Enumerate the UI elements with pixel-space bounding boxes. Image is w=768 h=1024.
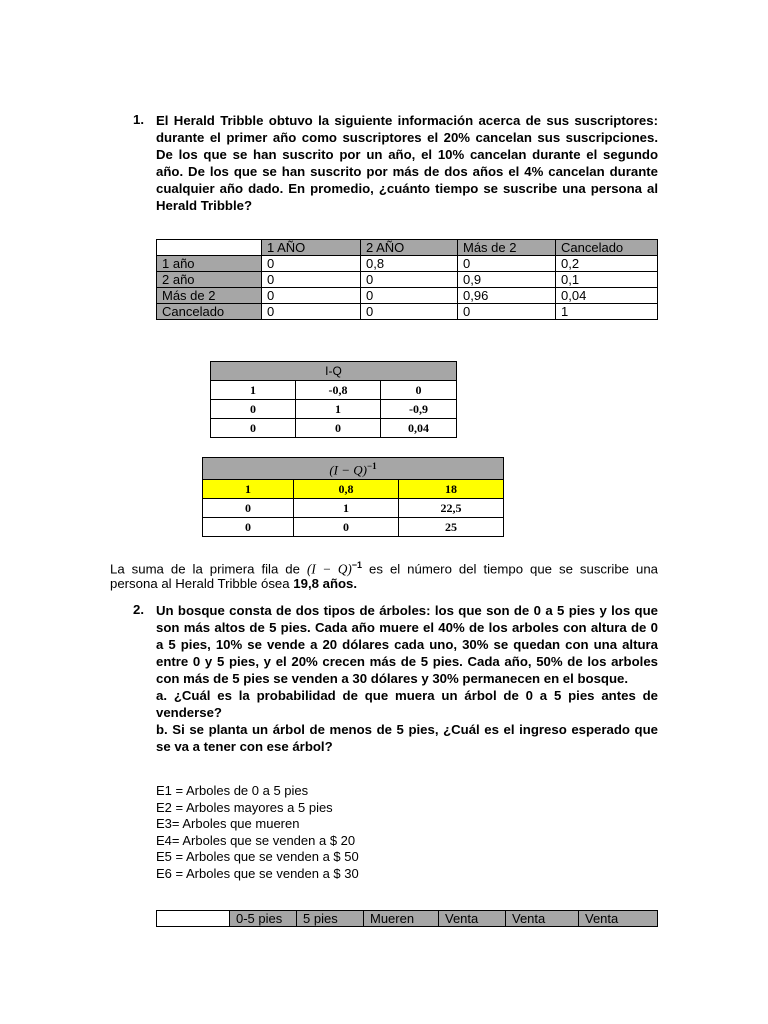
summary-text-start: La suma de la primera fila de <box>110 561 300 577</box>
table-header-cell: 1 AÑO <box>262 240 361 256</box>
table-cell: 25 <box>399 518 504 537</box>
question-1-number: 1. <box>133 112 144 127</box>
table-cell: 0,04 <box>381 419 457 438</box>
table-cell: 0 <box>203 499 294 518</box>
table-header-cell: Venta <box>506 911 579 927</box>
table-row <box>211 381 457 400</box>
table-cell: 1 <box>294 499 399 518</box>
table-row-highlighted <box>203 480 504 499</box>
summary-exponent: −1 <box>351 560 363 570</box>
table-caption <box>203 458 504 480</box>
list-item: E2 = Arboles mayores a 5 pies <box>156 799 333 815</box>
row-label: 2 año <box>157 272 262 288</box>
i-minus-q-table <box>210 361 457 438</box>
question-2-part-b: b. Si se planta un árbol de menos de 5 pies, ¿Cuál es el ingreso esperado que se va a tener con ese árbol? <box>156 722 658 754</box>
table-cell: 0 <box>262 256 361 272</box>
table-cell: 0,96 <box>458 288 556 304</box>
inverse-matrix-table <box>202 457 504 537</box>
table-caption: I-Q <box>211 362 457 381</box>
question-2-part-a: a. ¿Cuál es la probabilidad de que muera un árbol de 0 a 5 pies antes de venderse? <box>156 688 658 720</box>
table-header-cell: Cancelado <box>556 240 658 256</box>
table-row <box>157 288 658 304</box>
table-cell: 0,2 <box>556 256 658 272</box>
question-1-text: El Herald Tribble obtuvo la siguiente información acerca de sus suscriptores: durante el primer año como suscriptores el 20% cancelan sus suscripciones. De los que se han suscrito por un año, el 10% cancelan durante el segundo año. De los que se han suscrito por más de dos años el 4% cancelan durante cualquier año dado. En promedio, ¿cuánto tiempo se suscribe una persona al Herald Tribble? <box>156 113 658 213</box>
row-label: Cancelado <box>157 304 262 320</box>
table-header-cell: Venta <box>439 911 506 927</box>
row-label: Más de 2 <box>157 288 262 304</box>
table-cell: 0 <box>361 304 458 320</box>
forest-table <box>156 910 658 927</box>
list-item: E3= Arboles que mueren <box>156 816 300 831</box>
list-item: E1 = Arboles de 0 a 5 pies <box>156 783 309 798</box>
table-header-cell: 0-5 pies <box>230 911 297 927</box>
summary-line-2-text: persona al Herald Tribble ósea <box>110 576 290 591</box>
table-header-row <box>157 240 658 256</box>
table-cell: 0,9 <box>458 272 556 288</box>
table-header-cell: 5 pies <box>297 911 364 927</box>
question-2-number: 2. <box>133 602 144 617</box>
table-header-cell: Mueren <box>364 911 439 927</box>
caption-exponent: −1 <box>367 461 377 472</box>
table-cell: 0,04 <box>556 288 658 304</box>
table-cell: 0 <box>458 256 556 272</box>
transition-table <box>156 239 658 320</box>
table-cell: 0 <box>203 518 294 537</box>
table-cell: 0 <box>294 518 399 537</box>
table-header-cell: Más de 2 <box>458 240 556 256</box>
question-2-statement: Un bosque consta de dos tipos de árboles: los que son de 0 a 5 pies y los que son más altos de 5 pies. Cada año muere el 40% de los arboles con altura de 0 a 5 pies, 10% se vende a 20 dólares cada uno, 30% se quedan con una altura entre 0 y 5 pies, y el 20% crecen más de 5 pies. Cada año, 50% de los arboles con más de 5 pies se venden a 30 dólares y 30% permanecen en el bosque. <box>156 603 658 686</box>
table-cell: 0 <box>361 272 458 288</box>
caption-expression: (I − Q) <box>329 462 367 478</box>
table-cell: 1 <box>211 381 296 400</box>
table-cell: 0 <box>262 288 361 304</box>
table-cell: 0 <box>211 400 296 419</box>
summary-expression: (I − Q) <box>306 561 352 577</box>
table-row <box>157 272 658 288</box>
table-cell: 18 <box>399 480 504 499</box>
table-header-cell: 2 AÑO <box>361 240 458 256</box>
table-row <box>157 304 658 320</box>
table-header-cell <box>157 240 262 256</box>
table-row <box>211 419 457 438</box>
question-2-text <box>156 602 658 755</box>
list-item: E6 = Arboles que se venden a $ 30 <box>156 865 359 881</box>
table-row <box>211 400 457 419</box>
table-cell: 0 <box>381 381 457 400</box>
table-cell: 1 <box>203 480 294 499</box>
table-cell: 0 <box>458 304 556 320</box>
table-header-cell <box>157 911 230 927</box>
table-cell: 0 <box>262 304 361 320</box>
table-row <box>157 256 658 272</box>
table-cell: 1 <box>556 304 658 320</box>
table-row <box>203 518 504 537</box>
table-cell: -0,8 <box>296 381 381 400</box>
table-cell: 0 <box>211 419 296 438</box>
table-row <box>203 499 504 518</box>
table-cell: -0,9 <box>381 400 457 419</box>
table-cell: 0 <box>296 419 381 438</box>
summary-result: 19,8 años. <box>293 576 358 591</box>
states-list <box>156 783 359 882</box>
table-header-row <box>157 911 658 927</box>
table-cell: 0,8 <box>294 480 399 499</box>
table-cell: 0 <box>262 272 361 288</box>
row-label: 1 año <box>157 256 262 272</box>
summary-line-2 <box>110 574 357 593</box>
list-item: E5 = Arboles que se venden a $ 50 <box>156 849 359 864</box>
table-cell: 1 <box>296 400 381 419</box>
table-cell: 22,5 <box>399 499 504 518</box>
table-header-cell: Venta <box>579 911 658 927</box>
table-cell: 0,1 <box>556 272 658 288</box>
list-item: E4= Arboles que se venden a $ 20 <box>156 832 356 848</box>
summary-text-end: es el número del tiempo que se suscribe una <box>369 561 658 577</box>
table-cell: 0 <box>361 288 458 304</box>
table-cell: 0,8 <box>361 256 458 272</box>
